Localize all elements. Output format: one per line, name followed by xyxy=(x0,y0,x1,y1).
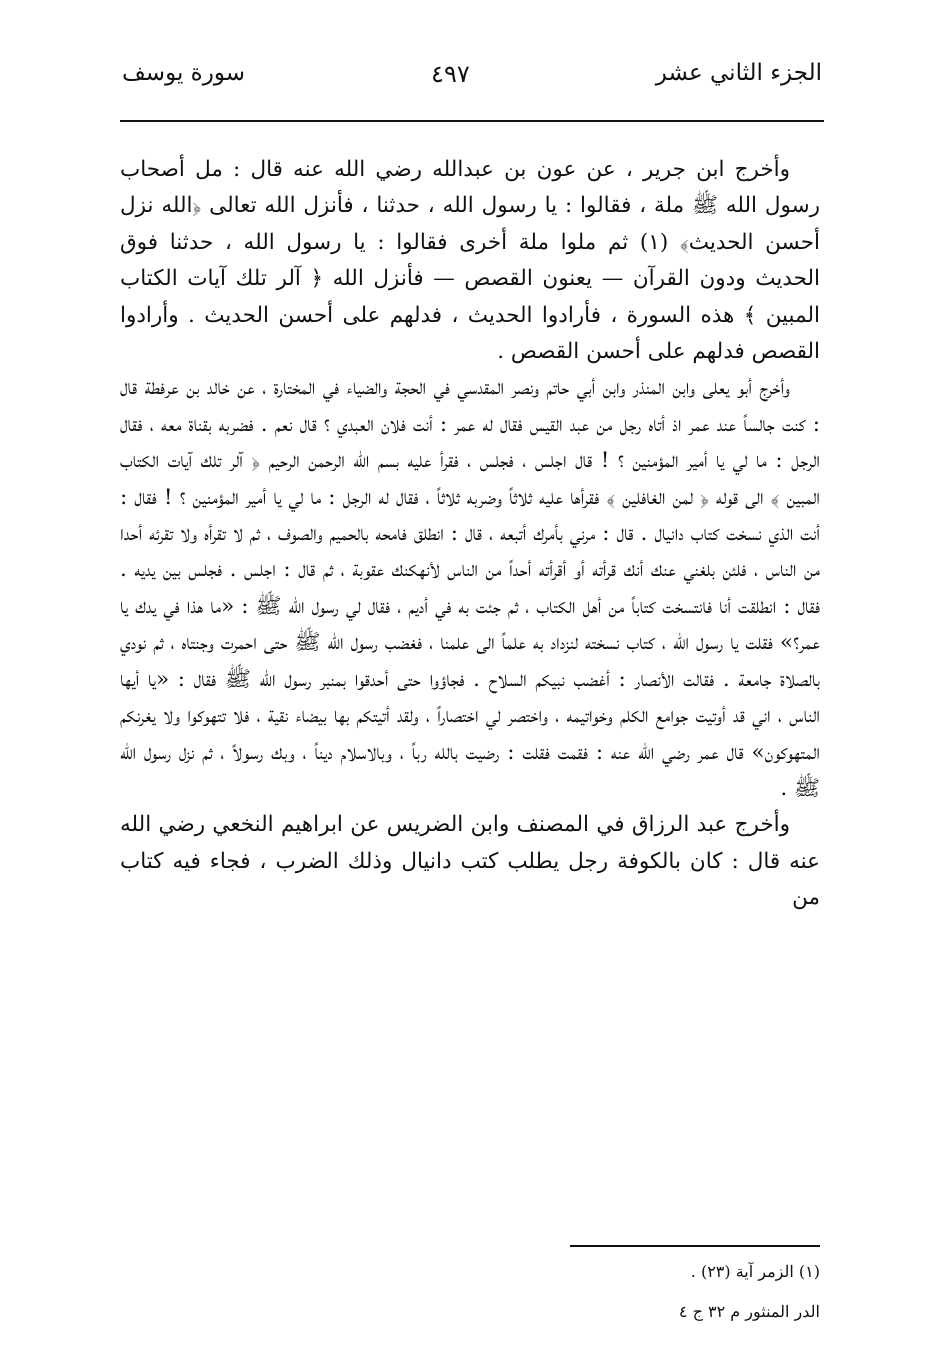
paragraph-ibn-jarir: وأخرج ابن جرير ، عن عون بن عبدالله رضي الله عنه قال : مل أصحاب رسول الله ﷺ ملة ، فقالوا : يا رسول الله ، حدثنا ، فأنزل الله تعالى ﴿الله نزل أحسن الحديث﴾ (١) ثم ملوا ملة أخرى فقالوا : يا رسول الله ، حدثنا فوق الحديث ودون القرآن — يعنون القصص — فأنزل الله ﴿ آلر تلك آيات الكتاب المبين ﴾ هذه السورة ، فأرادوا الحديث ، فدلهم على أحسن الحديث . وأرادوا القصص فدلهم على أحسن القصص . xyxy=(120,157,820,365)
page-body xyxy=(120,152,820,917)
surah-title: سورة يوسف xyxy=(122,60,245,86)
paragraph-abu-yala: وأخرج أبو يعلى وابن المنذر وابن أبي حاتم ونصر المقدسي في الحجة والضياء في المختارة ، عن خالد بن عرفطة قال : كنت جالساً عند عمر اذ أتاه رجل من عبد القيس فقال له عمر : أنت فلان العبدي ؟ قال نعم . فضربه بقناة معه ، فقال الرجل : ما لي يا أمير المؤمنين ؟ ! قال اجلس ، فجلس ، فقرأ عليه بسم الله الرحمن الرحيم ﴿ آلر تلك آيات الكتاب المبين ﴾ الى قوله ﴿ لمن الغافلين ﴾ فقرأها عليه ثلاثاً وضربه ثلاثاً ، فقال له الرجل : ما لي يا أمير المؤمنين ؟ ! فقال : أنت الذي نسخت كتاب دانيال . قال : مرني بأمرك أتبعه ، قال : انطلق فامحه بالحميم والصوف ، ثم لا تقرأه ولا تقرئه أحدا من الناس ، فلئن بلغني عنك أنك قرأته أو أقرأته أحداً من الناس لأنهكنك عقوبة ، ثم قال : اجلس . فجلس بين يديه . فقال : انطلقت أنا فانتسخت كتاباً من أهل الكتاب ، ثم جئت به في أديم ، فقال لي رسول الله ﷺ : «ما هذا في يدك يا عمر؟» فقلت يا رسول الله ، كتاب نسخته لنزداد به علماً الى علمنا ، فغضب رسول الله ﷺ حتى احمرت وجنتاه ، ثم نودي بالصلاة جامعة . فقالت الأنصار : أغضب نبيكم السلاح . فجاؤوا حتى أحدقوا بمنبر رسول الله ﷺ فقال : «يا أيها الناس ، اني قد أوتيت جوامع الكلم وخواتيمه ، واختصر لي اختصاراً ، ولقد أتيتكم بها بيضاء نقية ، فلا تتهوكوا ولا يغرنكم المتهوكون» قال عمر رضي الله عنه : فقمت فقلت : رضيت بالله رباً ، وبالاسلام ديناً ، وبك رسولاً ، ثم نزل رسول الله ﷺ . xyxy=(120,375,820,801)
footnote-rule xyxy=(570,1245,820,1247)
page-header xyxy=(122,60,822,110)
paragraph-abd-al-razzaq: وأخرج عبد الرزاق في المصنف وابن الضريس عن ابراهيم النخعي رضي الله عنه قال : كان بالكوفة رجل يطلب كتب دانيال وذلك الضرب ، فجاء فيه كتاب من xyxy=(120,812,820,911)
footnote: (١) الزمر آية (٢٣) . xyxy=(690,1262,820,1281)
page-number: ٤٩٧ xyxy=(431,60,470,88)
signature-line: الدر المنثور م ٣٢ ج ٤ xyxy=(678,1302,820,1321)
header-rule xyxy=(120,120,824,122)
part-title: الجزء الثاني عشر xyxy=(655,60,822,86)
